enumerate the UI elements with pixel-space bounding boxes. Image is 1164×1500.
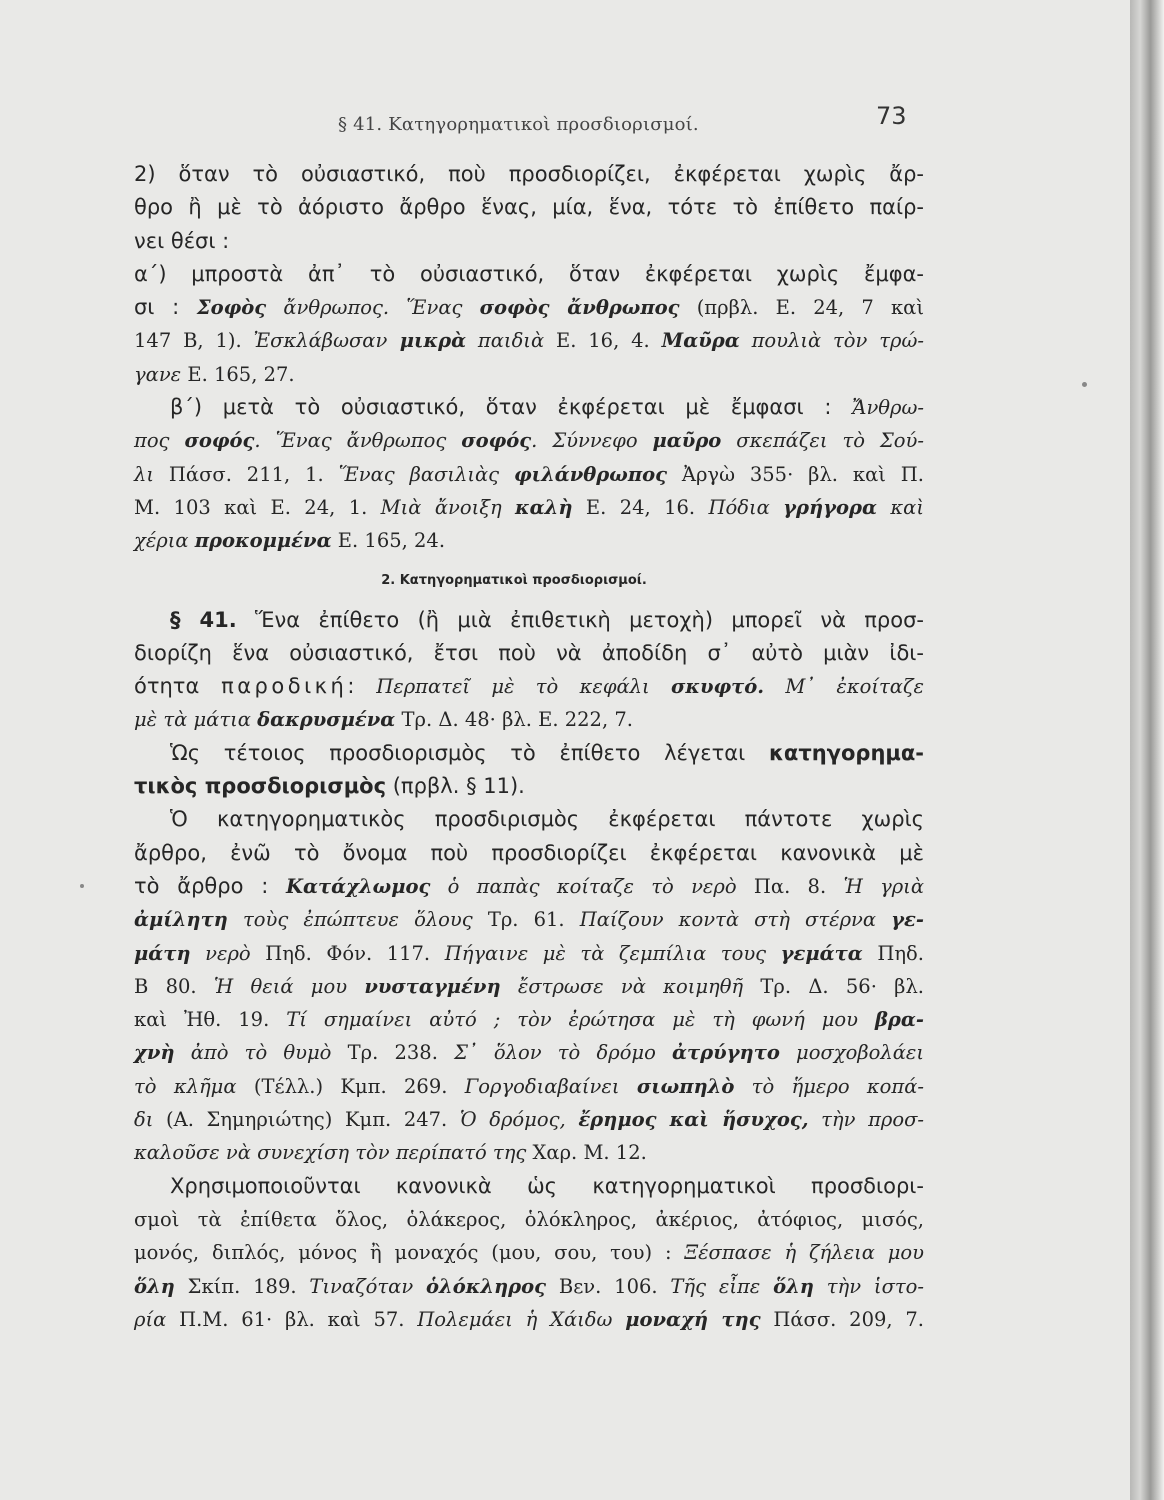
example-italic: νερὸ — [190, 941, 251, 965]
text-line — [134, 1303, 924, 1336]
example-italic: Πόδια — [708, 495, 784, 519]
reference: Μ. 103 καὶ Ε. 24, 1. — [134, 495, 381, 519]
example-italic: Ἐσκλάβωσαν — [253, 329, 388, 353]
example-italic: Πήγαινε μὲ τὰ ζεμπίλια τους — [444, 941, 781, 965]
example-italic: ὁ παπὰς κοίταζε τὸ νερὸ — [430, 874, 737, 898]
text-line — [134, 391, 924, 424]
reference: Πάσσ. 209, 7. — [760, 1307, 924, 1331]
example-italic: ρία — [134, 1307, 167, 1331]
text-run: 2) ὅταν τὸ οὐσιαστικό, ποὺ προσδιορίζει, ἐκφέρεται χωρὶς ἄρ- — [134, 162, 924, 186]
reference: (πρβλ. Ε. 24, 7 καὶ — [679, 296, 924, 320]
example-italic: καλοῦσε νὰ συνεχίση τὸν περίπατό της — [134, 1141, 527, 1165]
text-line — [134, 1203, 924, 1236]
example-bold: νυσταγμένη — [364, 974, 501, 998]
running-title: § 41. Κατηγορηματικοὶ προσδιορισμοί. — [338, 114, 699, 135]
example-bold: σοφός — [461, 429, 532, 453]
text-line — [134, 158, 924, 191]
text-line — [134, 458, 924, 491]
example-bold: μοναχή της — [625, 1307, 761, 1331]
text-line — [134, 937, 924, 970]
reference: Τρ. 238. — [331, 1041, 455, 1065]
example-italic: τοὺς ἐπώπτευε ὅλους — [227, 908, 473, 932]
text-run: Ὡς τέτοιος προσδιορισμὸς τὸ ἐπίθετο λέγεται — [170, 740, 769, 765]
text-line — [134, 637, 924, 670]
text-line — [134, 737, 924, 770]
reference: Ἀργὼ 355· βλ. καὶ Π. — [666, 462, 924, 486]
text-run: ἄρθρο, ἐνῶ τὸ ὄνομα ποὺ προσδιορίζει ἐκφέρεται κανονικὰ μὲ — [134, 840, 924, 865]
example-bold: ὁλόκληρος — [426, 1274, 547, 1298]
text-line — [134, 491, 924, 524]
example-italic: πος — [134, 429, 185, 453]
page-header — [0, 100, 1130, 140]
example-bold: Σοφὸς — [196, 296, 267, 320]
body-text — [134, 158, 924, 1336]
text-run: μονός, διπλός, μόνος ἢ μοναχός (μου, σου, του) : — [134, 1241, 685, 1265]
example-italic: Τιναζόταν — [309, 1274, 427, 1298]
section-subheading: 2. Κατηγορηματικοὶ προσδιορισμοί. — [381, 572, 647, 588]
example-italic: Ἡ γριὰ — [843, 874, 924, 898]
reference: 147 Β, 1). — [134, 329, 254, 353]
example-italic: δι — [134, 1108, 154, 1132]
example-italic: παιδιὰ — [466, 329, 545, 353]
text-line — [134, 670, 924, 703]
reference: Πηδ. Φόν. 117. — [250, 941, 445, 965]
text-line — [134, 770, 924, 803]
example-bold: προκομμένα — [194, 529, 332, 553]
text-run: σι : — [134, 295, 197, 320]
reference: Βεν. 106. — [546, 1274, 671, 1298]
reference: Ε. 24, 16. — [572, 495, 709, 519]
text-run: (πρβλ. § 11). — [386, 774, 525, 799]
example-italic: καὶ — [877, 495, 924, 519]
text-run: Χρησιμοποιοῦνται κανονικὰ ὡς κατηγορηματικοὶ προσδιορι- — [170, 1173, 924, 1198]
example-italic: τὴν ἱστο- — [813, 1274, 924, 1298]
page-number: 73 — [876, 102, 907, 130]
reference: (Α. Σημηριώτης) Κμπ. 247. — [153, 1108, 460, 1132]
reference: Ε. 16, 4. — [544, 329, 662, 353]
example-bold: φιλάνθρωπος — [514, 462, 667, 486]
text-line — [134, 604, 924, 637]
text-run: θρο ἢ μὲ τὸ ἀόριστο ἄρθρο ἕνας, μία, ἕνα, τότε τὸ ἐπίθετο παίρ- — [134, 195, 924, 220]
example-bold: Κατάχλωμος — [286, 874, 431, 898]
example-bold: ἔρημος καὶ ἥσυχος, — [578, 1108, 809, 1132]
text-line — [134, 1103, 924, 1136]
example-italic: Πολεμάει ἡ Χάιδω — [417, 1307, 626, 1331]
example-bold: μάτη — [134, 941, 191, 965]
example-bold: γε- — [891, 908, 924, 932]
text-run: νει θέσι : — [134, 228, 230, 253]
section-number: § 41. — [170, 607, 237, 632]
example-italic: σκεπάζει τὸ Σού- — [721, 429, 924, 453]
text-line — [134, 1070, 924, 1103]
example-italic: Ὁ δρόμος, — [459, 1108, 579, 1132]
book-spine-edge — [1130, 0, 1164, 1500]
example-bold: σιωπηλὸ — [636, 1074, 735, 1098]
scan-speck — [1082, 382, 1087, 387]
reference: Σκίπ. 189. — [174, 1274, 310, 1298]
example-italic: ἄνθρωπος. Ἕνας — [266, 296, 480, 320]
reference: (Τέλλ.) Κμπ. 269. — [236, 1074, 465, 1098]
example-bold: γεμάτα — [780, 941, 863, 965]
text-line — [134, 803, 924, 836]
example-bold: ὅλη — [773, 1274, 814, 1298]
text-line — [134, 358, 924, 391]
example-italic: ἔστρωσε νὰ κοιμηθῆ — [500, 974, 744, 998]
example-bold: μικρὰ — [387, 329, 467, 353]
example-italic: Ἡ θειά μου — [213, 974, 365, 998]
example-bold: μαῦρο — [652, 429, 722, 453]
example-bold: δακρυσμένα — [257, 708, 396, 732]
example-bold: σκυφτό. — [670, 675, 765, 699]
text-run: Ὁ κατηγορηματικὸς προσδιρισμὸς ἐκφέρεται πάντοτε χωρὶς — [170, 807, 924, 832]
example-bold: ὅλη — [134, 1274, 175, 1298]
example-italic: Ξέσπασε ἡ ζήλεια μου — [684, 1241, 924, 1265]
text-line — [134, 291, 924, 324]
example-italic: Ἄνθρω- — [852, 396, 924, 420]
scan-speck — [80, 884, 84, 888]
example-bold: χνὴ — [134, 1041, 175, 1065]
text-line — [134, 524, 924, 557]
reference: καὶ Ἠθ. 19. — [134, 1008, 287, 1032]
reference: Πα. 8. — [736, 874, 844, 898]
text-line — [134, 258, 924, 291]
example-italic: τὸ κλῆμα — [134, 1074, 237, 1098]
example-italic: Παίζουν κοντὰ στὴ στέρνα — [579, 908, 892, 932]
text-line — [134, 1270, 924, 1303]
text-run: Ἕνα ἐπίθετο (ἢ μιὰ ἐπιθετικὴ μετοχὴ) μπορεῖ νὰ προσ- — [236, 607, 924, 632]
text-line — [134, 191, 924, 224]
text-run: διορίζη ἕνα οὐσιαστικό, ἔτσι ποὺ νὰ ἀποδίδη σ᾿ αὐτὸ μιὰν ἰδι- — [134, 640, 924, 665]
text-line — [134, 703, 924, 736]
example-italic: πουλιὰ τὸν τρώ- — [739, 329, 924, 353]
example-italic: Μ᾿ ἐκοίταζε — [764, 675, 924, 699]
reference: Π.Μ. 61· βλ. καὶ 57. — [166, 1307, 418, 1331]
text-line — [134, 1170, 924, 1203]
text-run: : — [347, 674, 377, 699]
example-italic: γανε — [134, 362, 182, 386]
example-italic: τὸ ἥμερο κοπά- — [734, 1074, 924, 1098]
example-bold: βρα- — [874, 1008, 924, 1032]
reference: Χαρ. Μ. 12. — [526, 1141, 647, 1165]
example-italic: Σ᾿ ὅλον τὸ δρόμο — [454, 1041, 673, 1065]
reference: Πάσσ. 211, 1. — [154, 462, 339, 486]
reference: Τρ. Δ. 56· βλ. — [743, 974, 924, 998]
text-run: τὸ ἄρθρο : — [134, 873, 287, 898]
example-italic: Ἕνας βασιλιὰς — [338, 462, 514, 486]
example-italic: Γοργοδιαβαίνει — [464, 1074, 637, 1098]
example-bold: καλὴ — [515, 495, 573, 519]
example-italic: μὲ τὰ μάτια — [134, 708, 258, 732]
reference: Τρ. 61. — [472, 908, 580, 932]
text-line — [134, 1003, 924, 1036]
example-italic: . Ἕνας ἄνθρωπος — [254, 429, 462, 453]
reference: Β 80. — [134, 974, 214, 998]
example-bold: σοφὸς ἄνθρωπος — [479, 296, 680, 320]
example-italic: Μιὰ ἄνοιξη — [380, 495, 516, 519]
example-italic: μοσχοβολάει — [779, 1041, 924, 1065]
reference: Πηδ. — [862, 941, 924, 965]
reference: Ε. 165, 27. — [181, 362, 295, 386]
example-italic: ἀπὸ τὸ θυμὸ — [174, 1041, 332, 1065]
text-line — [134, 1236, 924, 1269]
example-bold: σοφός — [184, 429, 255, 453]
example-italic: Τί σημαίνει αὐτό ; τὸν ἐρώτησα μὲ τὴ φωνή μου — [286, 1008, 875, 1032]
term-bold: κατηγορημα- — [768, 740, 924, 765]
example-bold: γρήγορα — [783, 495, 878, 519]
text-line — [134, 970, 924, 1003]
example-italic: χέρια — [134, 529, 195, 553]
example-bold: ἀτρύγητο — [672, 1041, 780, 1065]
text-line — [134, 324, 924, 357]
text-line — [134, 225, 924, 258]
text-line — [134, 903, 924, 936]
reference: Τρ. Δ. 48· βλ. Ε. 222, 7. — [395, 708, 633, 732]
example-italic: τὴν προσ- — [808, 1108, 924, 1132]
example-italic: . Σύννεφο — [531, 429, 653, 453]
example-italic: λι — [134, 462, 155, 486]
text-run: α΄) μπροστὰ ἀπ᾿ τὸ οὐσιαστικό, ὅταν ἐκφέρεται χωρὶς ἔμφα- — [134, 261, 924, 286]
text-line — [134, 837, 924, 870]
example-bold: ἀμίλητη — [134, 908, 228, 932]
text-line — [134, 1136, 924, 1169]
text-run: σμοὶ τὰ ἐπίθετα ὅλος, ὁλάκερος, ὁλόκληρος, ἀκέριος, ἀτόφιος, μισός, — [134, 1207, 924, 1231]
text-run: ότητα — [134, 674, 222, 699]
text-run: β΄) μετὰ τὸ οὐσιαστικό, ὅταν ἐκφέρεται μὲ ἔμφασι : — [170, 395, 853, 420]
term-bold: τικὸς προσδιορισμὸς — [134, 774, 387, 799]
example-italic: Τῆς εἶπε — [670, 1274, 774, 1298]
spaced-term: παροδική — [221, 674, 348, 699]
reference: Ε. 165, 24. — [331, 529, 446, 553]
example-italic: Περπατεῖ μὲ τὸ κεφάλι — [376, 675, 671, 699]
text-line — [134, 870, 924, 903]
text-line — [134, 424, 924, 457]
text-line — [134, 1036, 924, 1069]
example-bold: Μαῦρα — [661, 329, 740, 353]
